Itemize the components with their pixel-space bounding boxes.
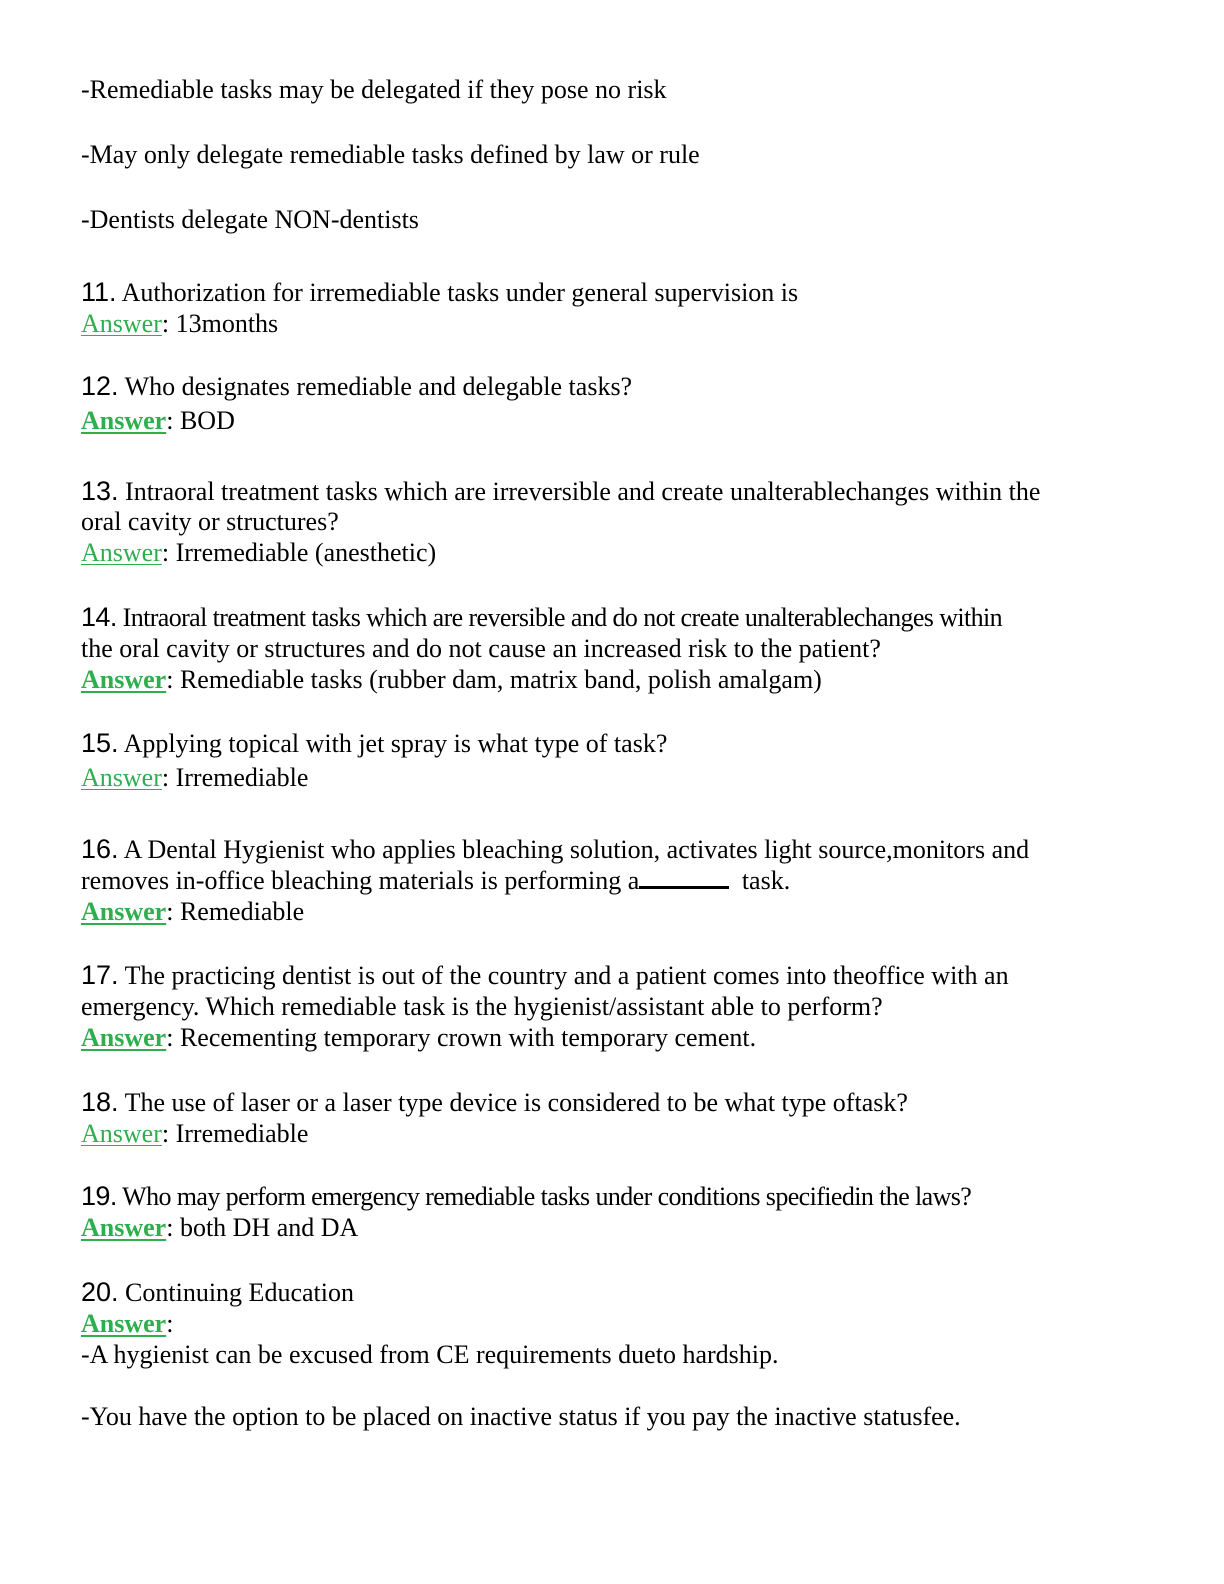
question-text: Intraoral treatment tasks which are reversible and do not create unalterablechanges within bbox=[122, 603, 1003, 632]
question-text: Intraoral treatment tasks which are irreversible and create unalterablechanges within the bbox=[125, 477, 1041, 506]
question-19 bbox=[81, 1181, 971, 1212]
question-text: Continuing Education bbox=[125, 1278, 354, 1307]
outro-line: -A hygienist can be excused from CE requirements dueto hardship. bbox=[81, 1340, 779, 1369]
question-text: A Dental Hygienist who applies bleaching solution, activates light source,monitors and bbox=[123, 835, 1030, 864]
answer-label: Answer bbox=[81, 763, 162, 792]
answer-text: Remediable bbox=[179, 897, 305, 926]
answer-label: Answer bbox=[81, 309, 162, 338]
question-text: Applying topical with jet spray is what type of task? bbox=[123, 729, 668, 758]
question-number: 13. bbox=[81, 476, 119, 506]
question-text: The practicing dentist is out of the country and a patient comes into theoffice with an bbox=[124, 961, 1009, 990]
outro-line: -You have the option to be placed on inactive status if you pay the inactive statusfee. bbox=[81, 1402, 961, 1431]
answer-label: Answer bbox=[81, 1309, 167, 1338]
answer-label: Answer bbox=[81, 1213, 167, 1242]
question-text-cont: oral cavity or structures? bbox=[81, 507, 339, 536]
answer-19: Answer: both DH and DA bbox=[81, 1213, 359, 1242]
answer-14: Answer: Remediable tasks (rubber dam, matrix band, polish amalgam) bbox=[81, 665, 822, 694]
answer-11: Answer: 13months bbox=[81, 309, 279, 338]
question-14 bbox=[81, 602, 1002, 633]
answer-text: 13months bbox=[175, 309, 279, 338]
question-text: The use of laser or a laser type device is considered to be what type oftask? bbox=[124, 1088, 908, 1117]
question-text-cont: emergency. Which remediable task is the hygienist/assistant able to perform? bbox=[81, 992, 883, 1021]
fill-in-blank bbox=[639, 866, 729, 889]
answer-20: Answer: bbox=[81, 1309, 174, 1338]
question-16 bbox=[81, 834, 1029, 865]
question-number: 20. bbox=[81, 1277, 119, 1307]
answer-text: Remediable tasks (rubber dam, matrix band, polish amalgam) bbox=[179, 665, 822, 694]
question-11 bbox=[81, 277, 798, 308]
question-15 bbox=[81, 728, 667, 759]
question-text: Who may perform emergency remediable tasks under conditions specifiedin the laws? bbox=[122, 1182, 972, 1211]
question-12 bbox=[81, 371, 632, 402]
answer-label: Answer bbox=[81, 406, 167, 435]
question-18 bbox=[81, 1087, 908, 1118]
intro-line: -Dentists delegate NON-dentists bbox=[81, 205, 419, 234]
question-17 bbox=[81, 960, 1009, 991]
question-number: 14. bbox=[81, 602, 117, 632]
question-number: 11. bbox=[81, 277, 117, 307]
answer-text: BOD bbox=[179, 406, 235, 435]
question-text-cont bbox=[81, 865, 790, 896]
question-number: 19. bbox=[81, 1181, 117, 1211]
answer-15: Answer: Irremediable bbox=[81, 763, 309, 792]
answer-label: Answer bbox=[81, 1023, 167, 1052]
question-text: Authorization for irremediable tasks under general supervision is bbox=[121, 278, 799, 307]
question-number: 12. bbox=[81, 371, 119, 401]
question-number: 18. bbox=[81, 1087, 119, 1117]
answer-18: Answer: Irremediable bbox=[81, 1119, 309, 1148]
answer-17: Answer: Recementing temporary crown with temporary cement. bbox=[81, 1023, 757, 1052]
question-number: 17. bbox=[81, 960, 119, 990]
answer-12: Answer: BOD bbox=[81, 406, 235, 435]
answer-label: Answer bbox=[81, 897, 167, 926]
answer-label: Answer bbox=[81, 1119, 162, 1148]
intro-line: -May only delegate remediable tasks defined by law or rule bbox=[81, 140, 700, 169]
answer-16: Answer: Remediable bbox=[81, 897, 305, 926]
question-text: task. bbox=[741, 866, 791, 895]
answer-label: Answer bbox=[81, 538, 162, 567]
intro-line: -Remediable tasks may be delegated if they pose no risk bbox=[81, 75, 667, 104]
answer-text: both DH and DA bbox=[179, 1213, 359, 1242]
question-20 bbox=[81, 1277, 354, 1308]
question-number: 16. bbox=[81, 834, 119, 864]
question-text: removes in-office bleaching materials is performing a bbox=[81, 866, 640, 895]
answer-label: Answer bbox=[81, 665, 167, 694]
question-text: Who designates remediable and delegable tasks? bbox=[124, 372, 633, 401]
question-text-cont: the oral cavity or structures and do not cause an increased risk to the patient? bbox=[81, 634, 881, 663]
answer-text: Irremediable (anesthetic) bbox=[175, 538, 437, 567]
answer-text: Irremediable bbox=[175, 763, 309, 792]
answer-text: Recementing temporary crown with temporary cement. bbox=[179, 1023, 757, 1052]
question-number: 15. bbox=[81, 728, 119, 758]
answer-13: Answer: Irremediable (anesthetic) bbox=[81, 538, 437, 567]
question-13 bbox=[81, 476, 1040, 507]
answer-text: Irremediable bbox=[175, 1119, 309, 1148]
